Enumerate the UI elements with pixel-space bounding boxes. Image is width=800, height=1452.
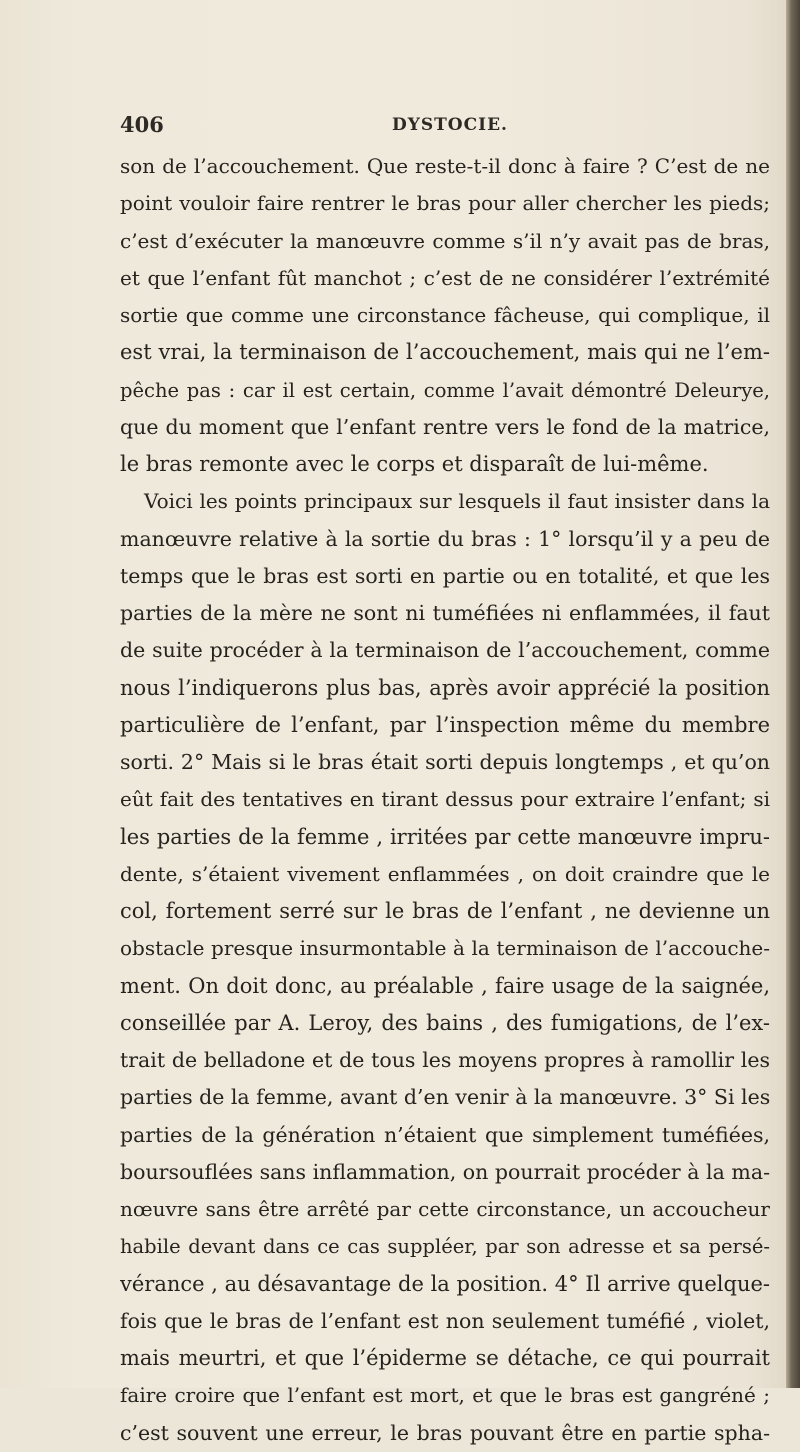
text-line: eût fait des tentatives en tirant dessus pour extraire l’enfant; si [120, 787, 770, 812]
page-header [120, 112, 770, 142]
text-line: parties de la femme, avant d’en venir à la manœuvre. 3° Si les [120, 1085, 770, 1110]
text-line: fois que le bras de l’enfant est non seulement tuméfié , violet, [120, 1308, 770, 1333]
text-line: obstacle presque insurmontable à la terminaison de l’accouche- [120, 936, 770, 961]
text-line: point vouloir faire rentrer le bras pour aller chercher les pieds; [120, 191, 770, 216]
text-line: c’est souvent une erreur, le bras pouvant être en partie spha- [120, 1420, 770, 1445]
text-line: sorti. 2° Mais si le bras était sorti depuis longtemps , et qu’on [120, 750, 770, 774]
text-line: sortie que comme une circonstance fâcheuse, qui complique, il [120, 303, 770, 327]
text-line: manœuvre relative à la sortie du bras : 1° lorsqu’il y a peu de [120, 526, 770, 551]
text-line: les parties de la femme , irritées par cette manœuvre impru- [120, 824, 770, 849]
text-line: particulière de l’enfant, par l’inspection même du membre [120, 712, 770, 737]
text-line: col, fortement serré sur le bras de l’enfant , ne devienne un [120, 899, 770, 923]
page-edge-shadow [786, 0, 800, 1388]
text-line: ment. On doit donc, au préalable , faire usage de la saignée, [120, 973, 770, 998]
text-line: trait de belladone et de tous les moyens propres à ramollir les [120, 1048, 770, 1072]
text-line: mais meurtri, et que l’épiderme se détache, ce qui pourrait [120, 1346, 770, 1370]
text-line: et que l’enfant fût manchot ; c’est de ne considérer l’extrémité [120, 265, 770, 290]
text-line: pêche pas : car il est certain, comme l’avait démontré Deleurye, [120, 378, 770, 402]
text-line: est vrai, la terminaison de l’accouchement, mais qui ne l’em- [120, 340, 770, 365]
text-line: le bras remonte avec le corps et disparaît de lui-même. [120, 452, 709, 476]
text-line: c’est d’exécuter la manœuvre comme s’il n’y avait pas de bras, [120, 228, 770, 253]
text-line: habile devant dans ce cas suppléer, par son adresse et sa persé- [120, 1235, 770, 1259]
text-line: boursouflées sans inflammation, on pourrait procéder à la ma- [120, 1159, 770, 1184]
body-text [120, 148, 770, 1452]
text-line: nœuvre sans être arrêté par cette circonstance, un accoucheur [120, 1197, 770, 1221]
text-line: temps que le bras est sorti en partie ou en totalité, et que les [120, 563, 770, 588]
text-line: nous l’indiquerons plus bas, après avoir apprécié la position [120, 675, 770, 700]
text-line: son de l’accouchement. Que reste-t-il donc à faire ? C’est de ne [120, 154, 770, 178]
text-line: faire croire que l’enfant est mort, et que le bras est gangréné ; [120, 1383, 770, 1408]
text-line: que du moment que l’enfant rentre vers le fond de la matrice, [120, 414, 770, 439]
text-line: conseillée par A. Leroy, des bains , des fumigations, de l’ex- [120, 1010, 770, 1035]
text-line: parties de la mère ne sont ni tuméfiées ni enflammées, il faut [120, 601, 770, 625]
text-line: Voici les points principaux sur lesquels il faut insister dans la [144, 489, 770, 514]
running-head: DYSTOCIE. [392, 115, 508, 135]
text-line: vérance , au désavantage de la position. 4° Il arrive quelque- [120, 1271, 770, 1296]
text-line: dente, s’étaient vivement enflammées , on doit craindre que le [120, 861, 770, 886]
page-number: 406 [120, 112, 164, 137]
text-line: parties de la génération n’étaient que simplement tuméfiées, [120, 1122, 770, 1147]
text-line: de suite procéder à la terminaison de l’accouchement, comme [120, 638, 770, 663]
